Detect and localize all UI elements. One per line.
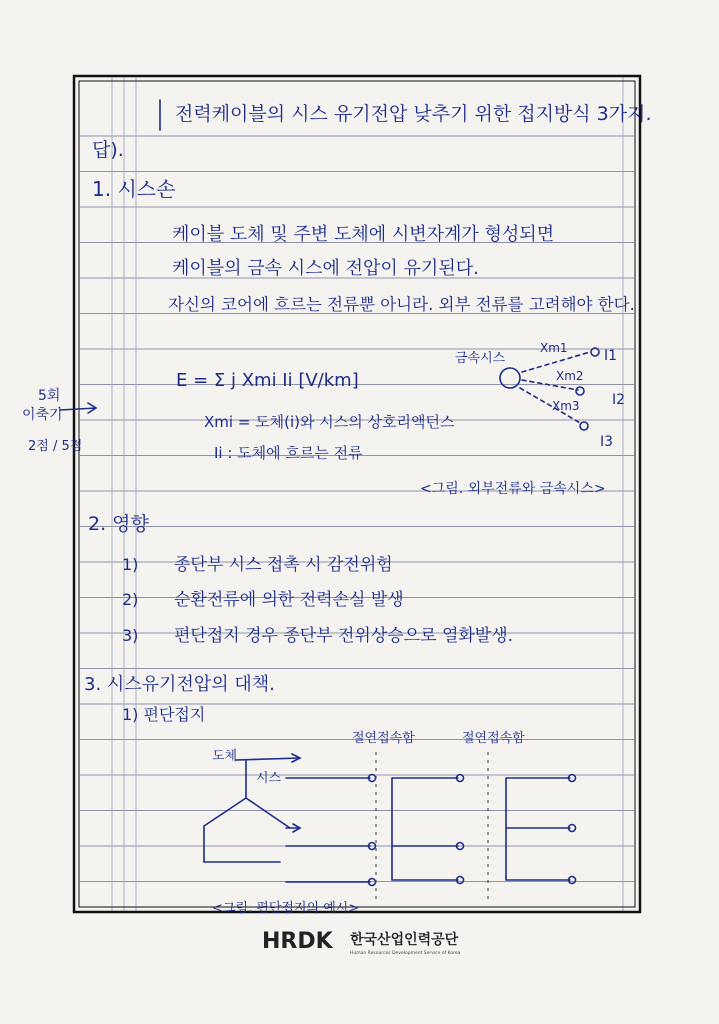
figure2-sheath-label: 시스 xyxy=(256,771,282,786)
figure2-caption: <그림. 편단접지의 예시> xyxy=(212,901,360,916)
figure1-xm1: Xm1 xyxy=(540,341,568,355)
figure2-joint-label-1: 절연접속함 xyxy=(352,731,415,746)
section1-heading: 1. 시스손 xyxy=(92,177,176,201)
org-name-english: Human Resources Development Service of Korea xyxy=(350,951,461,956)
figure1-i3: I3 xyxy=(600,434,614,450)
margin-note-line1: 5회 xyxy=(38,388,61,404)
org-name-korean: 한국산업인력공단 xyxy=(350,932,459,948)
section2-item3-text: 편단접지 경우 종단부 전위상승으로 열화발생. xyxy=(174,626,514,646)
hrdk-logo: HRDK xyxy=(262,929,333,954)
answer-label: 답). xyxy=(92,139,124,161)
section1-line-1: 케이블 도체 및 주변 도체에 시변자계가 형성되면 xyxy=(172,224,555,245)
figure1-caption: <그림. 외부전류와 금속시스> xyxy=(420,481,606,497)
margin-note-line2: 이축기 xyxy=(22,407,63,423)
figure1-xm3: Xm3 xyxy=(552,399,580,413)
section2-heading: 2. 영향 xyxy=(88,513,149,535)
figure1-i1: I1 xyxy=(604,348,618,364)
formula-definition-x: Xmi = 도체(i)와 시스의 상호리액턴스 xyxy=(204,413,455,431)
footer-logo xyxy=(262,929,461,956)
section2-item1-text: 종단부 시스 접촉 시 감전위험 xyxy=(174,555,393,575)
formula-definition-i: Ii : 도체에 흐르는 전류 xyxy=(214,444,363,462)
section1-line-3: 자신의 코어에 흐르는 전류뿐 아니라. 외부 전류를 고려해야 한다. xyxy=(168,295,635,314)
figure2-joint-label-2: 절연접속함 xyxy=(462,731,525,746)
section2-item2-num: 2) xyxy=(122,590,139,609)
sheath-voltage-formula: E = Σ j Xmi Ii [V/km] xyxy=(176,370,359,391)
question-title: 전력케이블의 시스 유기전압 낮추기 위한 접지방식 3가지. xyxy=(175,103,652,125)
section3-heading: 3. 시스유기전압의 대책. xyxy=(84,674,275,695)
section2-item1-num: 1) xyxy=(122,555,139,574)
section3-subheading: 1) 편단접지 xyxy=(122,705,206,724)
figure2-conductor-label: 도체 xyxy=(212,749,238,764)
figure1-sheath-label: 금속시스 xyxy=(455,351,506,366)
section1-line-2: 케이블의 금속 시스에 전압이 유기된다. xyxy=(172,258,479,279)
section2-item2-text: 순환전류에 의한 전력손실 발생 xyxy=(174,590,404,610)
section2-item3-num: 3) xyxy=(122,626,139,645)
figure1-i2: I2 xyxy=(612,392,626,408)
margin-note-line3: 2점 / 5점 xyxy=(28,439,83,454)
figure1-xm2: Xm2 xyxy=(556,369,584,383)
